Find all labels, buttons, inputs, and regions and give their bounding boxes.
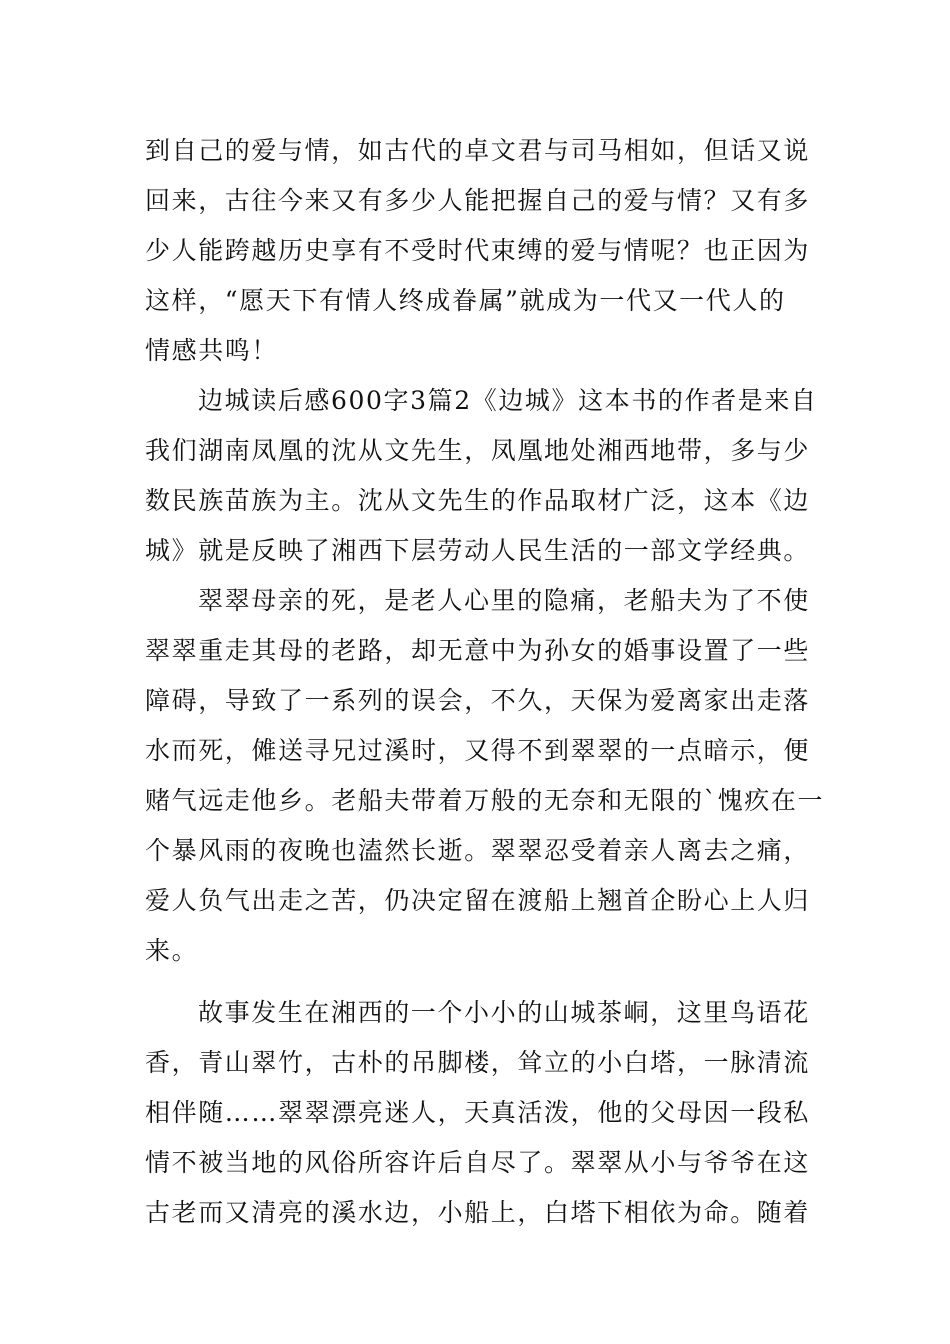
text-line: 这样，“愿天下有情人终成眷属”就成为一代又一代人的 <box>145 286 786 315</box>
text-line: 水而死，傩送寻兄过溪时，又得不到翠翠的一点暗示，便 <box>145 736 811 765</box>
text-line: 翠翠重走其母的老路，却无意中为孙女的婚事设置了一些 <box>145 636 811 665</box>
text-line: 情感共鸣！ <box>145 336 279 365</box>
text-line: 故事发生在湘西的一个小小的山城茶峒，这里鸟语花 <box>198 998 810 1027</box>
text-line: 爱人负气出走之苦，仍决定留在渡船上翘首企盼心上人归 <box>145 886 811 915</box>
text-line: 翠翠母亲的死，是老人心里的隐痛，老船夫为了不使 <box>198 586 810 615</box>
text-line: 边城读后感600字3篇2《边城》这本书的作者是来自 <box>198 386 818 415</box>
text-line: 相伴随……翠翠漂亮迷人，天真活泼，他的父母因一段私 <box>145 1098 811 1127</box>
paragraph-2 <box>145 376 818 576</box>
text-line: 情不被当地的风俗所容许后自尽了。翠翠从小与爷爷在这 <box>145 1148 811 1177</box>
text-line: 古老而又清亮的溪水边，小船上，白塔下相依为命。随着 <box>145 1198 811 1227</box>
text-line: 到自己的爱与情，如古代的卓文君与司马相如，但话又说 <box>145 136 811 165</box>
text-line: 障碍，导致了一系列的误会，不久，天保为爱离家出走落 <box>145 686 811 715</box>
text-line: 来。 <box>145 936 199 965</box>
text-line: 赌气远走他乡。老船夫带着万般的无奈和无限的`愧疚在一 <box>145 786 825 815</box>
text-line: 我们湖南凤凰的沈从文先生，凤凰地处湘西地带，多与少 <box>145 436 811 465</box>
text-line: 回来，古往今来又有多少人能把握自己的爱与情？又有多 <box>145 186 811 215</box>
text-line: 香，青山翠竹，古朴的吊脚楼，耸立的小白塔，一脉清流 <box>145 1048 811 1077</box>
text-line: 少人能跨越历史享有不受时代束缚的爱与情呢？也正因为 <box>145 236 811 265</box>
text-line: 数民族苗族为主。沈从文先生的作品取材广泛，这本《边 <box>145 486 811 515</box>
paragraph-1 <box>145 126 811 376</box>
paragraph-spacing <box>145 976 807 988</box>
text-line: 城》就是反映了湘西下层劳动人民生活的一部文学经典。 <box>145 536 811 565</box>
paragraph-4 <box>145 988 811 1238</box>
text-line: 个暴风雨的夜晚也溘然长逝。翠翠忍受着亲人离去之痛， <box>145 836 811 865</box>
body-text <box>145 126 825 1238</box>
paragraph-3 <box>145 576 825 976</box>
